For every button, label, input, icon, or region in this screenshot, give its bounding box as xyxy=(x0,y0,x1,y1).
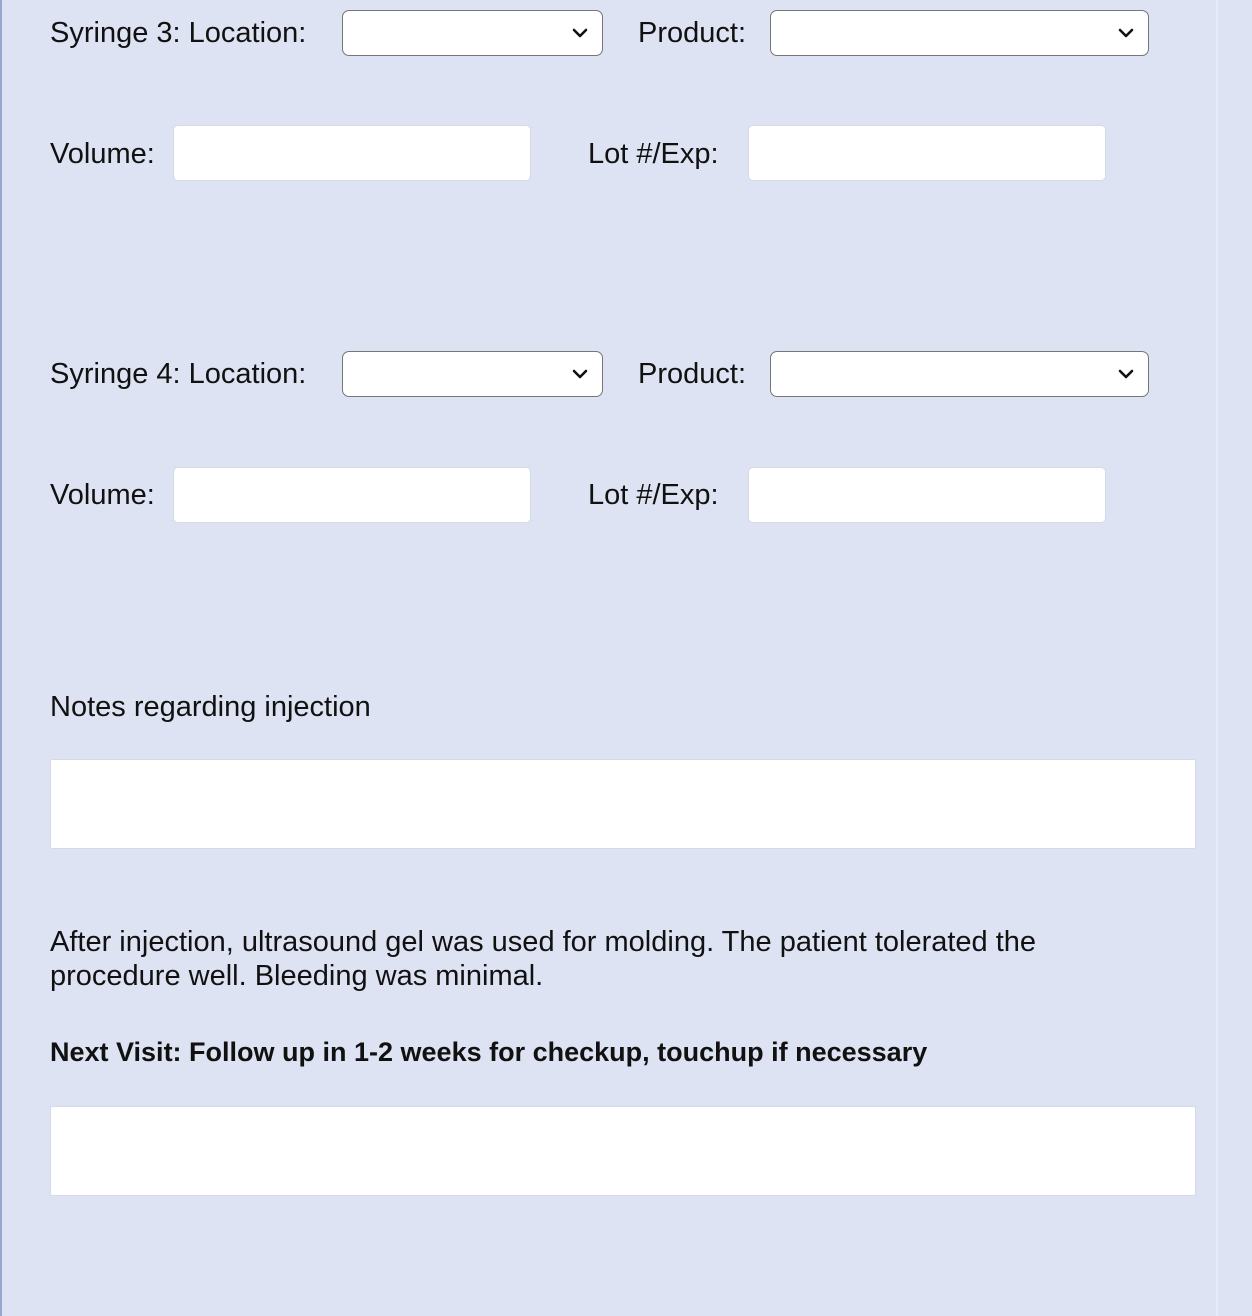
syringe-4-location-label: Syringe 4: Location: xyxy=(50,358,307,390)
syringe-3-volume-label: Volume: xyxy=(50,138,155,170)
notes-label: Notes regarding injection xyxy=(50,691,371,723)
syringe-4-volume-input[interactable] xyxy=(173,467,531,523)
syringe-3-volume-input[interactable] xyxy=(173,125,531,181)
syringe-4-lot-label: Lot #/Exp: xyxy=(588,479,719,511)
next-visit-label: Next Visit: Follow up in 1-2 weeks for checkup, touchup if necessary xyxy=(50,1037,928,1067)
syringe-3-location-select[interactable] xyxy=(342,10,603,56)
notes-textarea[interactable] xyxy=(50,759,1196,849)
chevron-down-icon xyxy=(572,368,588,380)
syringe-4-product-label: Product: xyxy=(638,358,746,390)
syringe-3-product-select[interactable] xyxy=(770,10,1149,56)
chevron-down-icon xyxy=(1118,27,1134,39)
left-panel-border xyxy=(0,0,2,1316)
chevron-down-icon xyxy=(572,27,588,39)
syringe-4-volume-label: Volume: xyxy=(50,479,155,511)
next-visit-textarea[interactable] xyxy=(50,1106,1196,1196)
chevron-down-icon xyxy=(1118,368,1134,380)
after-injection-text: After injection, ultrasound gel was used for molding. The patient tolerated the procedure well. Bleeding was minimal. xyxy=(50,926,1037,992)
syringe-3-product-label: Product: xyxy=(638,17,746,49)
syringe-4-product-select[interactable] xyxy=(770,351,1149,397)
syringe-3-lot-label: Lot #/Exp: xyxy=(588,138,719,170)
syringe-3-location-label: Syringe 3: Location: xyxy=(50,17,307,49)
syringe-3-lot-input[interactable] xyxy=(748,125,1106,181)
syringe-4-lot-input[interactable] xyxy=(748,467,1106,523)
syringe-4-location-select[interactable] xyxy=(342,351,603,397)
right-panel-border xyxy=(1216,0,1218,1316)
